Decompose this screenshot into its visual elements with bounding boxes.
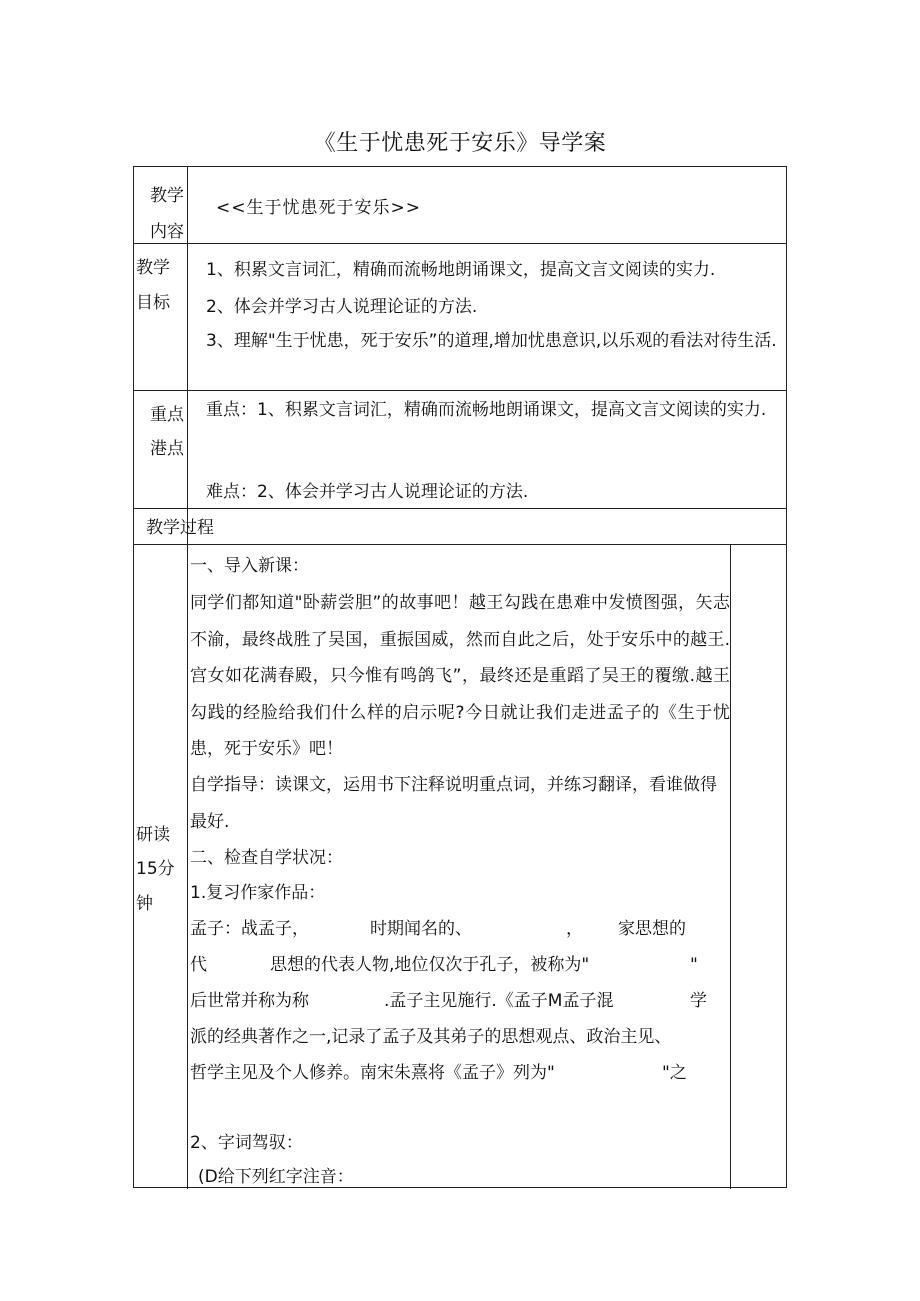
content-label: 内容 bbox=[150, 222, 184, 242]
blank-text: 后世常并称为称 bbox=[190, 991, 309, 1011]
lesson-table bbox=[133, 166, 787, 1188]
blank-text: 派的经典著作之一,记录了孟子及其弟子的思想观点、政治主见、 bbox=[190, 1027, 672, 1047]
blank-text: 时期闻名的、 bbox=[370, 919, 472, 939]
blank-text: ， bbox=[566, 919, 583, 939]
subsection-title: (D给下列红字注音： bbox=[198, 1167, 354, 1187]
row-divider bbox=[134, 243, 786, 244]
goal-item: 2、体会并学习古人说理论证的方法. bbox=[206, 297, 478, 317]
subsection-title: 2、字词驾驭： bbox=[190, 1133, 303, 1153]
row-divider bbox=[134, 508, 786, 509]
goals-label: 目标 bbox=[136, 293, 170, 313]
blank-text: 哲学主见及个人修养。南宋朱熹将《孟子》列为" bbox=[190, 1063, 555, 1083]
difficult-point: 难点：2、体会并学习古人说理论证的方法. bbox=[206, 482, 529, 502]
goal-item bbox=[206, 325, 778, 358]
content-label: 教学 bbox=[150, 186, 184, 206]
col-divider bbox=[730, 544, 731, 1189]
study-label: 研读 bbox=[136, 825, 170, 845]
row-divider bbox=[134, 390, 786, 391]
col-divider bbox=[187, 167, 188, 544]
blank-text: .孟子主见施行.《孟子M孟子混 bbox=[384, 991, 614, 1011]
study-label: 钟 bbox=[136, 894, 153, 914]
blank-text: " bbox=[690, 955, 698, 975]
goals-label: 教学 bbox=[136, 258, 170, 278]
guide-paragraph: 自学指导：读课文，运用书下注释说明重点词，并练习翻译，看谁做得最好. bbox=[190, 775, 717, 832]
page-title: 《生于忧患死于安乐》导学案 bbox=[313, 131, 607, 156]
process-header: 教学过程 bbox=[146, 518, 214, 538]
blank-text: "之 bbox=[662, 1063, 687, 1083]
subsection-title: 1.复习作家作品： bbox=[190, 883, 326, 903]
section-title: 二、检查自学状况： bbox=[190, 848, 343, 868]
col-divider bbox=[187, 544, 188, 1189]
keypoints-label: 重点 bbox=[150, 405, 184, 425]
content-value: <<生于忧患死于安乐>> bbox=[216, 198, 421, 218]
blank-text: 家思想的 bbox=[618, 919, 686, 939]
blank-text: 思想的代表人物,地位仅次于孔子，被称为" bbox=[270, 955, 590, 975]
intro-paragraph: 同学们都知道"卧薪尝胆”的故事吧！越王勾践在患难中发愤图强，矢志不渝，最终战胜了吴国，重振国威，然而自此之后，处于安乐中的越王.宫女如花满春殿，只今惟有鸣鸽飞”，最终还是重蹈了吴王的覆缴.越王勾践的经脸给我们什么样的启示呢?今日就让我们走进孟子的《生于忧患，死于安乐》吧！ bbox=[190, 593, 730, 759]
blank-text: 学 bbox=[690, 991, 707, 1011]
key-point: 重点：1、积累文言词汇，精确而流畅地朗诵课文，提高文言文阅读的实力. bbox=[206, 400, 767, 420]
study-label: 15分 bbox=[136, 859, 175, 879]
goal-item-text: 3、理解"生于忧患，死于安乐”的道理,增加忧患意识,以乐观的看法对待生活. bbox=[206, 331, 777, 351]
blank-text: 孟子：战孟子， bbox=[190, 919, 309, 939]
keypoints-label: 港点 bbox=[150, 439, 184, 459]
goal-item: 1、积累文言词汇，精确而流畅地朗诵课文，提高文言文阅读的实力. bbox=[206, 260, 716, 280]
section-title: 一、导入新课： bbox=[190, 556, 309, 576]
blank-text: 代 bbox=[190, 955, 207, 975]
row-divider bbox=[134, 544, 786, 545]
